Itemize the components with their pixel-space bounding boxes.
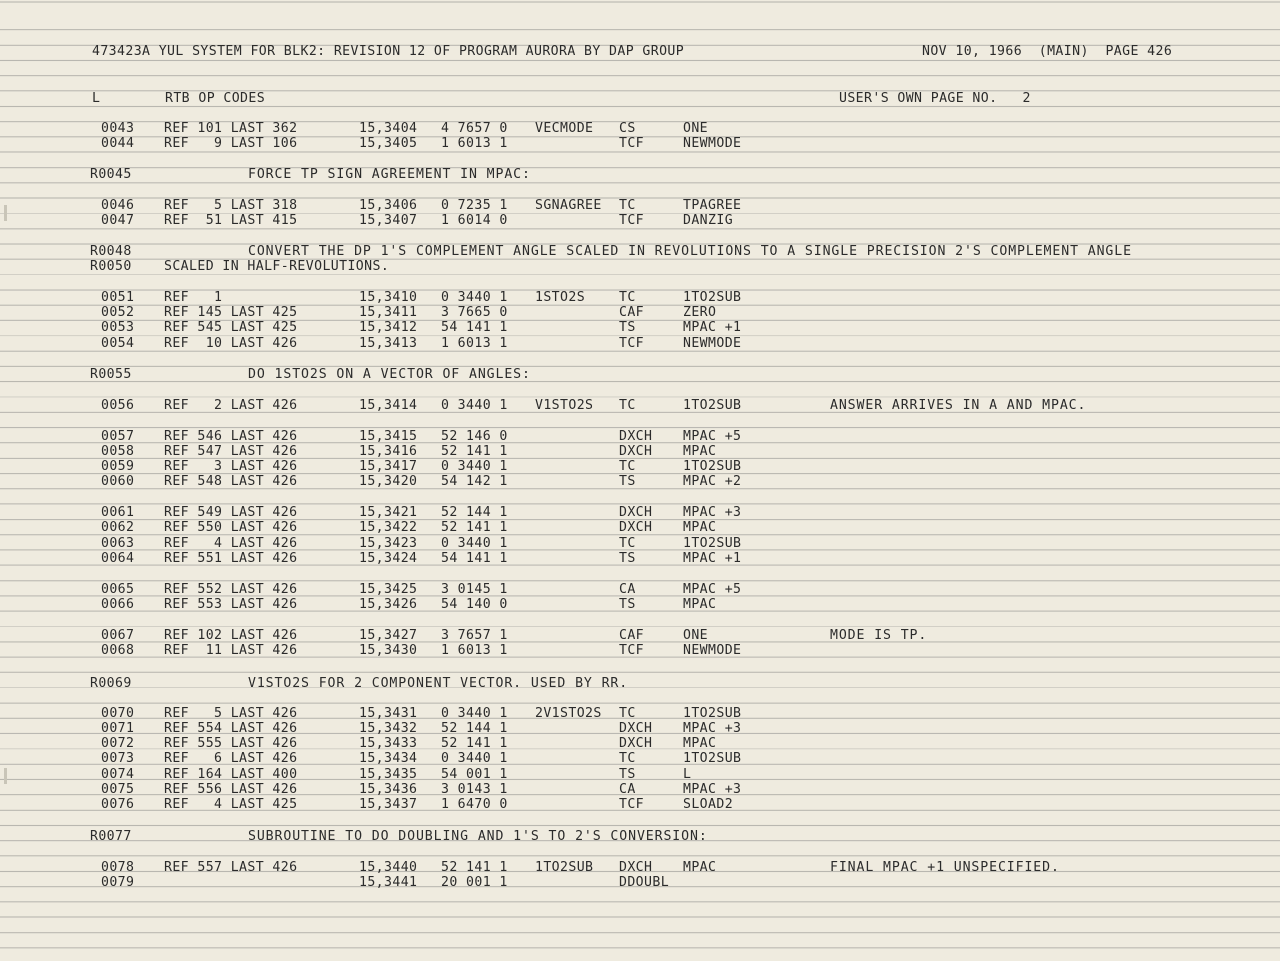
cell-loc: 15,3436 [359, 782, 418, 797]
cell-num: 0047 [101, 213, 135, 228]
cell-ref: REF 10 LAST 426 [164, 336, 298, 351]
cell-word: 1 6013 1 [441, 136, 508, 151]
cell-loc: 15,3426 [359, 597, 418, 612]
cell-word: 3 0143 1 [441, 782, 508, 797]
cell-ref: REF 51 LAST 415 [164, 213, 298, 228]
cell-loc: 15,3434 [359, 751, 418, 766]
cell-operand: TPAGREE [683, 198, 742, 213]
cell-word: 52 144 1 [441, 505, 508, 520]
cell-op: TCF [619, 136, 645, 151]
cell-op: TC [619, 706, 636, 721]
cell-comment: ANSWER ARRIVES IN A AND MPAC. [830, 398, 1087, 413]
cell-loc: 15,3420 [359, 474, 418, 489]
cell-num: R0055 [90, 367, 132, 382]
cell-num: 0061 [101, 505, 135, 520]
cell-num: 0053 [101, 320, 135, 335]
cell-operand: ONE [683, 628, 709, 643]
cell-loc: 15,3441 [359, 875, 418, 890]
cell-comment: V1STO2S FOR 2 COMPONENT VECTOR. USED BY RR. [248, 676, 629, 691]
cell-op: TS [619, 597, 636, 612]
cell-comment: FINAL MPAC +1 UNSPECIFIED. [830, 860, 1060, 875]
cell-num: 0052 [101, 305, 135, 320]
cell-ref: REF 554 LAST 426 [164, 721, 298, 736]
cell-operand: 1TO2SUB [683, 459, 742, 474]
cell-num: 0075 [101, 782, 135, 797]
cell-num: 0056 [101, 398, 135, 413]
cell-comment: FORCE TP SIGN AGREEMENT IN MPAC: [248, 167, 531, 182]
cell-operand: MPAC [683, 860, 717, 875]
cell-op: TC [619, 398, 636, 413]
cell-ref: REF 550 LAST 426 [164, 520, 298, 535]
margin-mark [4, 768, 7, 784]
cell-operand: ZERO [683, 305, 717, 320]
cell-word: 3 0145 1 [441, 582, 508, 597]
cell-word: 52 144 1 [441, 721, 508, 736]
cell-word: 1 6014 0 [441, 213, 508, 228]
cell-operand: 1TO2SUB [683, 536, 742, 551]
cell-loc: 15,3440 [359, 860, 418, 875]
cell-word: 54 001 1 [441, 767, 508, 782]
cell-num: 0043 [101, 121, 135, 136]
cell-ref: REF 164 LAST 400 [164, 767, 298, 782]
cell-operand: MPAC +3 [683, 505, 742, 520]
margin-mark [4, 205, 7, 221]
cell-op: CA [619, 782, 636, 797]
cell-loc: 15,3432 [359, 721, 418, 736]
cell-word: 1 6470 0 [441, 797, 508, 812]
cell-num: R0069 [90, 676, 132, 691]
cell-word: 54 140 0 [441, 597, 508, 612]
cell-num: 0046 [101, 198, 135, 213]
cell-op: CAF [619, 305, 645, 320]
cell-label: SGNAGREE [535, 198, 602, 213]
cell-comment: MODE IS TP. [830, 628, 928, 643]
cell-num: 0051 [101, 290, 135, 305]
cell-op: TC [619, 751, 636, 766]
cell-loc: 15,3414 [359, 398, 418, 413]
header-date-page: NOV 10, 1966 (MAIN) PAGE 426 [922, 44, 1173, 59]
cell-num: 0065 [101, 582, 135, 597]
cell-word: 0 3440 1 [441, 706, 508, 721]
cell-operand: 1TO2SUB [683, 751, 742, 766]
cell-operand: 1TO2SUB [683, 290, 742, 305]
cell-word: 54 142 1 [441, 474, 508, 489]
cell-operand: MPAC [683, 444, 717, 459]
cell-op: DXCH [619, 860, 653, 875]
cell-num: 0060 [101, 474, 135, 489]
cell-operand: SLOAD2 [683, 797, 734, 812]
cell-op: TCF [619, 336, 645, 351]
cell-num: R0048 [90, 244, 132, 259]
cell-loc: 15,3431 [359, 706, 418, 721]
cell-op: TC [619, 290, 636, 305]
cell-operand: 1TO2SUB [683, 706, 742, 721]
header-title: 473423A YUL SYSTEM FOR BLK2: REVISION 12 OF PROGRAM AURORA BY DAP GROUP [92, 44, 685, 59]
cell-label: 2V1STO2S [535, 706, 602, 721]
cell-loc: 15,3404 [359, 121, 418, 136]
cell-num: 0064 [101, 551, 135, 566]
cell-ref: REF 545 LAST 425 [164, 320, 298, 335]
cell-ref: SCALED IN HALF-REVOLUTIONS. [164, 259, 390, 274]
cell-num: 0044 [101, 136, 135, 151]
cell-num: 0074 [101, 767, 135, 782]
cell-op: TS [619, 551, 636, 566]
cell-loc: 15,3415 [359, 429, 418, 444]
cell-op: CS [619, 121, 636, 136]
cell-op: TC [619, 536, 636, 551]
cell-word: 20 001 1 [441, 875, 508, 890]
cell-ref: REF 555 LAST 426 [164, 736, 298, 751]
cell-word: 0 3440 1 [441, 398, 508, 413]
cell-word: 0 3440 1 [441, 751, 508, 766]
cell-word: 52 146 0 [441, 429, 508, 444]
cell-loc: 15,3405 [359, 136, 418, 151]
cell-op: DXCH [619, 736, 653, 751]
cell-num: 0079 [101, 875, 135, 890]
cell-loc: 15,3406 [359, 198, 418, 213]
cell-num: 0059 [101, 459, 135, 474]
cell-ref: REF 557 LAST 426 [164, 860, 298, 875]
cell-loc: 15,3430 [359, 643, 418, 658]
cell-operand: MPAC [683, 736, 717, 751]
cell-ref: REF 9 LAST 106 [164, 136, 298, 151]
cell-word: 1 6013 1 [441, 336, 508, 351]
cell-ref: REF 556 LAST 426 [164, 782, 298, 797]
cell-ref: REF 6 LAST 426 [164, 751, 298, 766]
cell-ref: REF 5 LAST 318 [164, 198, 298, 213]
cell-op: TCF [619, 213, 645, 228]
cell-loc: 15,3427 [359, 628, 418, 643]
cell-word: 52 141 1 [441, 860, 508, 875]
cell-ref: REF 5 LAST 426 [164, 706, 298, 721]
cell-loc: 15,3435 [359, 767, 418, 782]
cell-word: 0 7235 1 [441, 198, 508, 213]
page-header [92, 44, 1173, 60]
cell-word: 0 3440 1 [441, 459, 508, 474]
cell-ref: REF 546 LAST 426 [164, 429, 298, 444]
cell-word: 54 141 1 [441, 551, 508, 566]
cell-loc: 15,3422 [359, 520, 418, 535]
cell-num: 0073 [101, 751, 135, 766]
cell-num: 0058 [101, 444, 135, 459]
cell-num: R0050 [90, 259, 132, 274]
cell-operand: NEWMODE [683, 336, 742, 351]
cell-operand: MPAC +1 [683, 551, 742, 566]
cell-loc: 15,3413 [359, 336, 418, 351]
cell-op: DXCH [619, 429, 653, 444]
cell-ref: REF 547 LAST 426 [164, 444, 298, 459]
cell-num: 0054 [101, 336, 135, 351]
cell-operand: ONE [683, 121, 709, 136]
cell-ref: REF 552 LAST 426 [164, 582, 298, 597]
cell-word: 0 3440 1 [441, 290, 508, 305]
cell-label: 1STO2S [535, 290, 586, 305]
cell-ref: REF 549 LAST 426 [164, 505, 298, 520]
cell-word: 0 3440 1 [441, 536, 508, 551]
cell-loc: 15,3416 [359, 444, 418, 459]
cell-word: 3 7657 1 [441, 628, 508, 643]
cell-loc: 15,3423 [359, 536, 418, 551]
section-header [92, 91, 1031, 107]
cell-ref: REF 101 LAST 362 [164, 121, 298, 136]
cell-loc: 15,3411 [359, 305, 418, 320]
cell-loc: 15,3425 [359, 582, 418, 597]
cell-word: 4 7657 0 [441, 121, 508, 136]
cell-word: 52 141 1 [441, 520, 508, 535]
cell-loc: 15,3417 [359, 459, 418, 474]
cell-num: 0078 [101, 860, 135, 875]
user-page-number: USER'S OWN PAGE NO. 2 [839, 91, 1031, 106]
cell-num: 0071 [101, 721, 135, 736]
cell-op: TS [619, 767, 636, 782]
cell-num: 0068 [101, 643, 135, 658]
cell-num: 0070 [101, 706, 135, 721]
cell-op: TC [619, 198, 636, 213]
cell-loc: 15,3410 [359, 290, 418, 305]
cell-num: R0077 [90, 829, 132, 844]
cell-op: CA [619, 582, 636, 597]
cell-ref: REF 4 LAST 426 [164, 536, 298, 551]
cell-operand: MPAC +5 [683, 582, 742, 597]
cell-word: 3 7665 0 [441, 305, 508, 320]
cell-op: DXCH [619, 505, 653, 520]
cell-ref: REF 11 LAST 426 [164, 643, 298, 658]
cell-op: TS [619, 320, 636, 335]
cell-word: 54 141 1 [441, 320, 508, 335]
cell-label: V1STO2S [535, 398, 594, 413]
cell-word: 52 141 1 [441, 444, 508, 459]
cell-comment: CONVERT THE DP 1'S COMPLEMENT ANGLE SCALED IN REVOLUTIONS TO A SINGLE PRECISION 2'S COMPLEMENT ANGLE [248, 244, 1132, 259]
cell-loc: 15,3421 [359, 505, 418, 520]
cell-loc: 15,3407 [359, 213, 418, 228]
l-mark: L [92, 91, 101, 106]
cell-loc: 15,3437 [359, 797, 418, 812]
cell-ref: REF 4 LAST 425 [164, 797, 298, 812]
cell-op: DDOUBL [619, 875, 670, 890]
cell-word: 52 141 1 [441, 736, 508, 751]
cell-op: TCF [619, 643, 645, 658]
cell-operand: MPAC [683, 597, 717, 612]
cell-ref: REF 551 LAST 426 [164, 551, 298, 566]
cell-op: DXCH [619, 444, 653, 459]
cell-operand: NEWMODE [683, 643, 742, 658]
cell-operand: NEWMODE [683, 136, 742, 151]
cell-loc: 15,3412 [359, 320, 418, 335]
cell-ref: REF 2 LAST 426 [164, 398, 298, 413]
section-title: RTB OP CODES [165, 91, 266, 106]
cell-num: R0045 [90, 167, 132, 182]
cell-operand: MPAC +5 [683, 429, 742, 444]
cell-operand: MPAC +2 [683, 474, 742, 489]
cell-operand: MPAC +3 [683, 721, 742, 736]
cell-loc: 15,3433 [359, 736, 418, 751]
cell-num: 0076 [101, 797, 135, 812]
cell-operand: MPAC +1 [683, 320, 742, 335]
cell-op: TS [619, 474, 636, 489]
cell-op: TCF [619, 797, 645, 812]
cell-operand: 1TO2SUB [683, 398, 742, 413]
cell-comment: DO 1STO2S ON A VECTOR OF ANGLES: [248, 367, 531, 382]
cell-num: 0066 [101, 597, 135, 612]
cell-ref: REF 3 LAST 426 [164, 459, 298, 474]
cell-operand: DANZIG [683, 213, 734, 228]
cell-ref: REF 1 [164, 290, 223, 305]
cell-num: 0057 [101, 429, 135, 444]
cell-ref: REF 145 LAST 425 [164, 305, 298, 320]
cell-operand: MPAC [683, 520, 717, 535]
cell-num: 0072 [101, 736, 135, 751]
cell-op: DXCH [619, 520, 653, 535]
cell-ref: REF 102 LAST 426 [164, 628, 298, 643]
cell-word: 1 6013 1 [441, 643, 508, 658]
cell-op: DXCH [619, 721, 653, 736]
cell-ref: REF 553 LAST 426 [164, 597, 298, 612]
cell-num: 0067 [101, 628, 135, 643]
cell-num: 0062 [101, 520, 135, 535]
cell-op: TC [619, 459, 636, 474]
cell-operand: L [683, 767, 692, 782]
cell-operand: MPAC +3 [683, 782, 742, 797]
cell-label: 1TO2SUB [535, 860, 594, 875]
cell-op: CAF [619, 628, 645, 643]
cell-label: VECMODE [535, 121, 594, 136]
cell-comment: SUBROUTINE TO DO DOUBLING AND 1'S TO 2'S CONVERSION: [248, 829, 708, 844]
cell-ref: REF 548 LAST 426 [164, 474, 298, 489]
cell-loc: 15,3424 [359, 551, 418, 566]
cell-num: 0063 [101, 536, 135, 551]
